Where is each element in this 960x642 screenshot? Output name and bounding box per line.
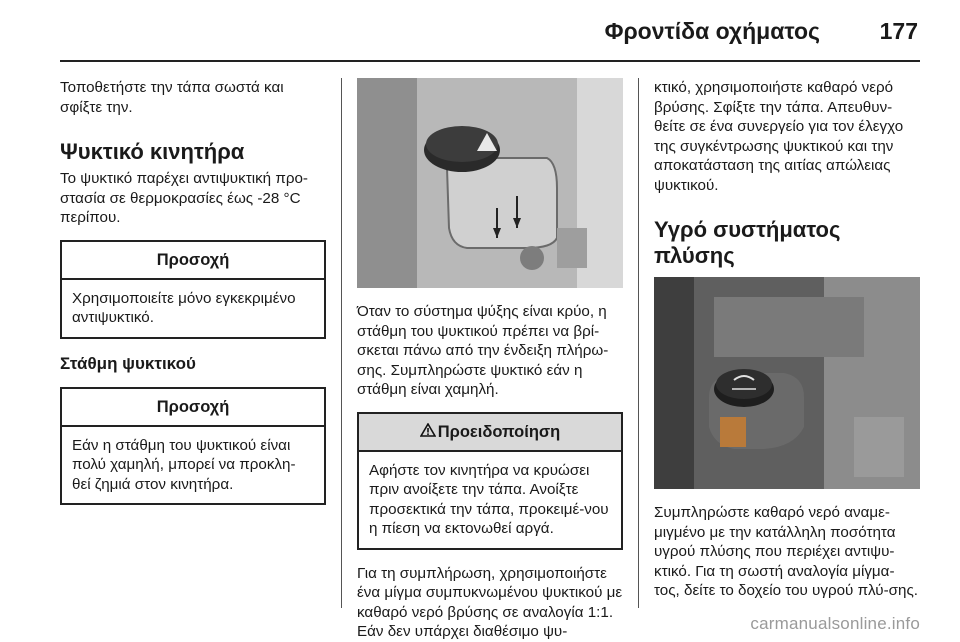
caution-title-2: Προσοχή — [62, 389, 324, 427]
intro-paragraph: Τοποθετήστε την τάπα σωστά και σφίξτε την. — [60, 79, 284, 116]
warning-header — [359, 414, 621, 452]
page-title: Φροντίδα οχήματος — [604, 18, 820, 44]
washer-fluid-heading: Υγρό συστήματος πλύσης — [654, 217, 841, 268]
washer-fluid-paragraph: Συμπληρώστε καθαρό νερό αναμε-μιγμένο με την κατάλληλη ποσότητα υγρού πλύσης που περιέχει αντιψυ-κτικό. Για τη σωστή αναλογία μίγμα-τος, δείτε το δοχείο του υγρού πλύ-σης. — [654, 504, 919, 599]
coolant-level-heading: Στάθμη ψυκτικού — [60, 353, 196, 373]
refill-paragraph: Για τη συμπλήρωση, χρησιμοποιήστε ένα μίγμα συμπυκνωμένου ψυκτικού με καθαρό νερό βρύσης σε αναλογία 1:1. Εάν δεν υπάρχει διαθέσιμο ψυ- — [357, 564, 623, 640]
caution-text-2: Εάν η στάθμη του ψυκτικού είναι πολύ χαμηλή, μπορεί να προκλη-θεί ζημιά στον κινητήρα. — [72, 436, 296, 493]
caution-box-1 — [60, 240, 326, 339]
column-divider-2 — [638, 78, 639, 608]
coolant-heading: Ψυκτικό κινητήρα — [60, 139, 245, 164]
caution-title-1: Προσοχή — [62, 242, 324, 280]
warning-triangle-icon — [420, 414, 436, 450]
coolant-reservoir-illustration — [357, 78, 623, 288]
page-header — [60, 14, 920, 52]
page-number: 177 — [879, 18, 918, 44]
column-3 — [654, 78, 920, 601]
warning-text: Αφήστε τον κινητήρα να κρυώσει πριν ανοίξετε την τάπα. Ανοίξτε προσεκτικά την τάπα, προκειμέ-νου η πίεση να εκτονωθεί αργά. — [369, 461, 609, 537]
coolant-paragraph: Το ψυκτικό παρέχει αντιψυκτική προ-στασία σε θερμοκρασίες έως -28 °C περίπου. — [60, 170, 308, 226]
caution-box-2 — [60, 387, 326, 506]
coolant-reservoir-photo — [357, 78, 623, 288]
washer-reservoir-photo — [654, 277, 920, 489]
coolant-level-paragraph: Όταν το σύστημα ψύξης είναι κρύο, η στάθμη του ψυκτικού πρέπει να βρί-σκεται πάνω από την ένδειξη πλήρω-σης. Συμπληρώστε ψυκτικό εάν η στάθμη είναι χαμηλή. — [357, 303, 609, 398]
caution-text-1: Χρησιμοποιείτε μόνο εγκεκριμένο αντιψυκτικό. — [72, 289, 296, 326]
warning-box — [357, 412, 623, 550]
washer-reservoir-illustration — [654, 277, 920, 489]
continued-paragraph: κτικό, χρησιμοποιήστε καθαρό νερό βρύσης. Σφίξτε την τάπα. Απευθυν-θείτε σε ένα συνεργείο για τον έλεγχο της συγκέντρωσης ψυκτικού και την αποκατάσταση της αιτίας απώλειας ψυκτικού. — [654, 79, 904, 194]
column-1 — [60, 78, 326, 505]
column-2 — [357, 78, 623, 642]
header-divider — [60, 60, 920, 62]
column-divider-1 — [341, 78, 342, 608]
warning-title: Προειδοποίηση — [437, 422, 561, 441]
watermark: carmanualsonline.info — [750, 614, 920, 633]
